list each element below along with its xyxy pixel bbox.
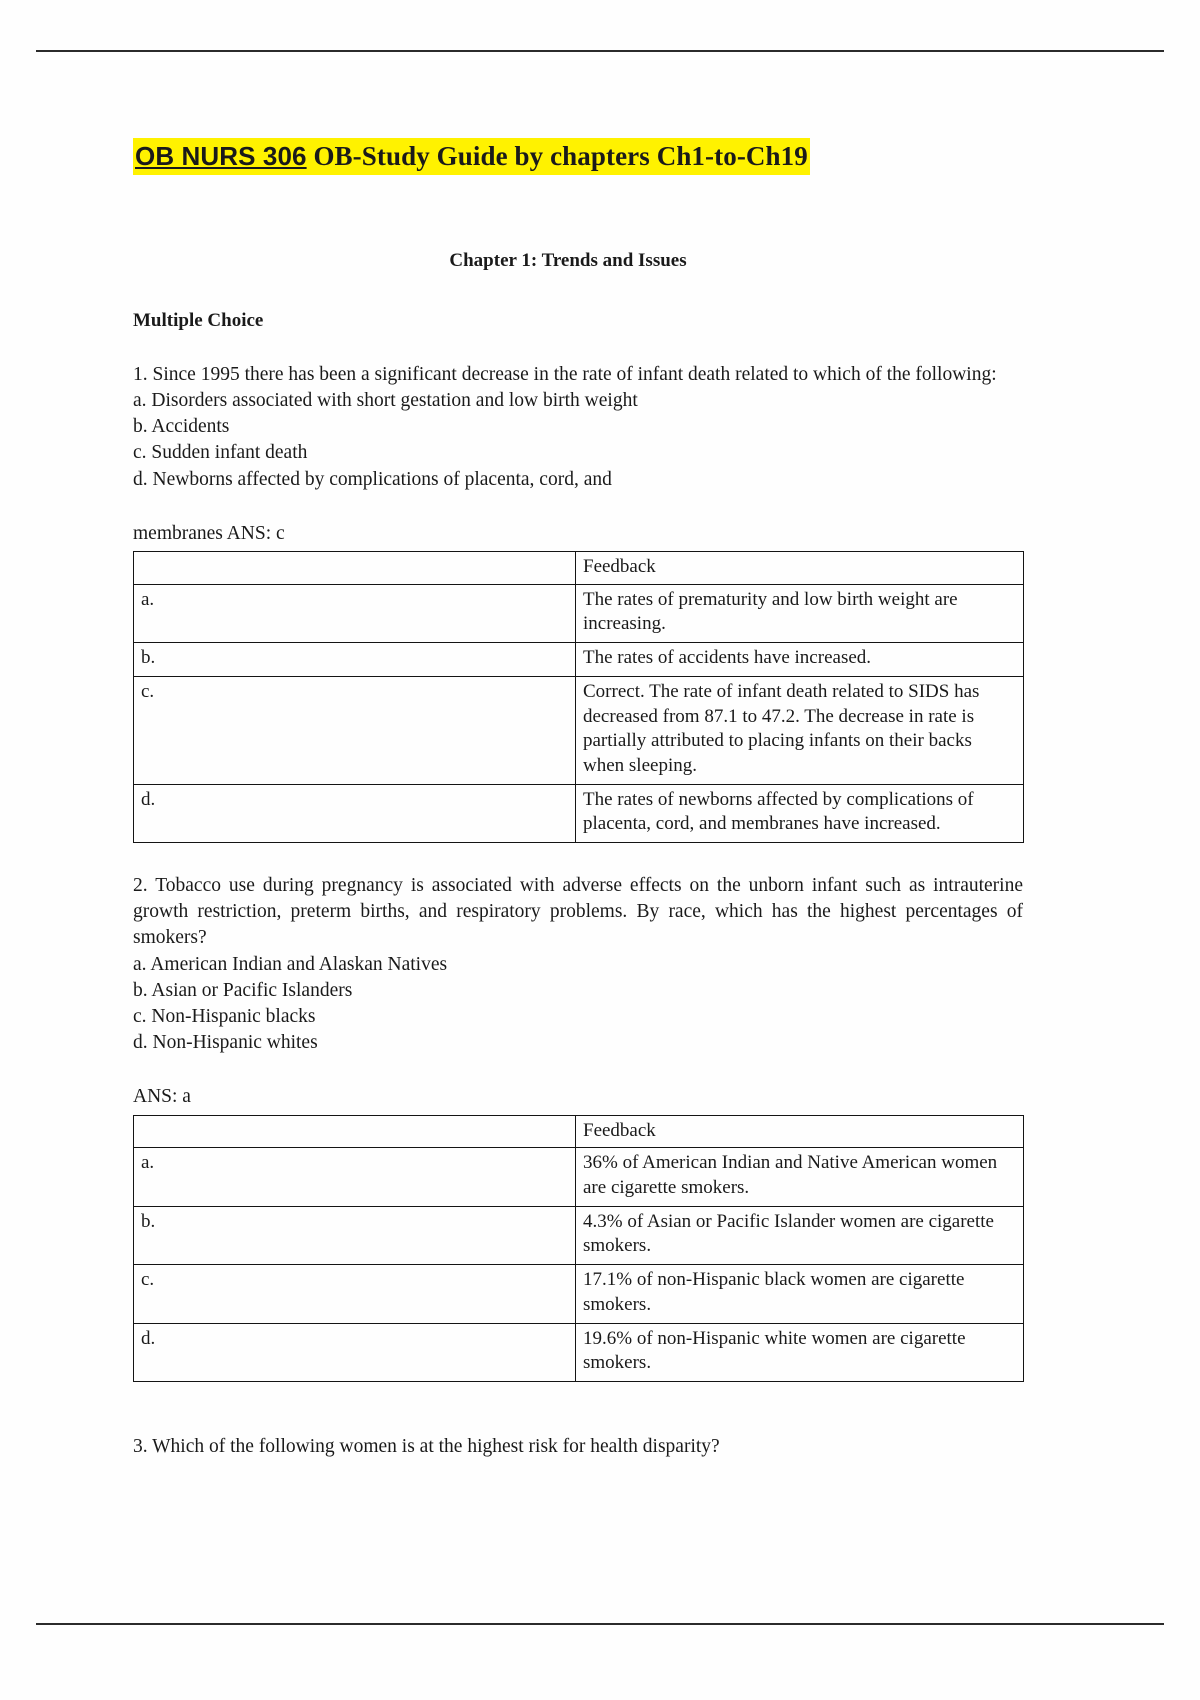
- feedback-row-letter: c.: [134, 1265, 576, 1323]
- feedback-header-right: Feedback: [576, 552, 1024, 585]
- feedback-row-letter: d.: [134, 784, 576, 842]
- table-row: [134, 1265, 1024, 1323]
- page-top-rule: [36, 50, 1164, 52]
- question-block-2: [133, 873, 1023, 1382]
- feedback-row-text: The rates of newborns affected by complications of placenta, cord, and membranes have increased.: [576, 784, 1024, 842]
- feedback-header-left: [134, 552, 576, 585]
- title-subtitle: OB-Study Guide by chapters Ch1-to-Ch19: [306, 141, 808, 171]
- table-row: [134, 1148, 1024, 1206]
- question-stem: 3. Which of the following women is at the highest risk for health disparity?: [133, 1435, 720, 1457]
- table-row: [134, 552, 1024, 585]
- feedback-row-letter: b.: [134, 643, 576, 677]
- question-option-a: a. Disorders associated with short gestation and low birth weight: [133, 389, 638, 411]
- feedback-row-letter: c.: [134, 676, 576, 784]
- document-content: [133, 140, 1023, 1460]
- feedback-row-text: 4.3% of Asian or Pacific Islander women are cigarette smokers.: [576, 1206, 1024, 1264]
- table-row: [134, 584, 1024, 642]
- answer-line: membranes ANS: c: [133, 522, 285, 544]
- question-block-1: [133, 362, 1023, 843]
- feedback-row-text: 19.6% of non-Hispanic white women are cigarette smokers.: [576, 1323, 1024, 1381]
- feedback-row-letter: a.: [134, 584, 576, 642]
- question-option-d: d. Non-Hispanic whites: [133, 1032, 318, 1054]
- question-block-3: [133, 1434, 1023, 1460]
- question-stem: 1. Since 1995 there has been a significant decrease in the rate of infant death related to which of the following:: [133, 363, 997, 385]
- feedback-row-letter: a.: [134, 1148, 576, 1206]
- question-option-b: b. Asian or Pacific Islanders: [133, 979, 353, 1001]
- table-row: [134, 1206, 1024, 1264]
- question-option-b: b. Accidents: [133, 416, 230, 438]
- question-option-d: d. Newborns affected by complications of placenta, cord, and: [133, 468, 612, 490]
- page-bottom-rule: [36, 1623, 1164, 1625]
- page-title: [133, 140, 1023, 174]
- question-option-c: c. Sudden infant death: [133, 442, 308, 464]
- feedback-row-text: The rates of accidents have increased.: [576, 643, 1024, 677]
- feedback-row-letter: d.: [134, 1323, 576, 1381]
- table-row: [134, 676, 1024, 784]
- table-row: [134, 643, 1024, 677]
- question-option-a: a. American Indian and Alaskan Natives: [133, 953, 448, 975]
- table-row: [134, 1323, 1024, 1381]
- answer-line: ANS: a: [133, 1086, 191, 1108]
- chapter-heading: Chapter 1: Trends and Issues: [449, 249, 687, 271]
- question-option-c: c. Non-Hispanic blacks: [133, 1006, 316, 1028]
- title-course-code: OB NURS 306: [135, 141, 307, 171]
- feedback-header-right: Feedback: [576, 1115, 1024, 1148]
- feedback-row-letter: b.: [134, 1206, 576, 1264]
- feedback-row-text: 17.1% of non-Hispanic black women are cigarette smokers.: [576, 1265, 1024, 1323]
- section-heading-multiple-choice: Multiple Choice: [133, 309, 264, 331]
- question-stem: 2. Tobacco use during pregnancy is associated with adverse effects on the unborn infant such as intrauterine growth restriction, preterm births, and respiratory problems. By race, which has the highest percentages of smokers?: [133, 874, 1023, 949]
- feedback-table: [133, 551, 1024, 843]
- feedback-row-text: Correct. The rate of infant death related to SIDS has decreased from 87.1 to 47.2. The decrease in rate is partially attributed to placing infants on their backs when sleeping.: [576, 676, 1024, 784]
- feedback-header-left: [134, 1115, 576, 1148]
- feedback-table: [133, 1115, 1024, 1382]
- table-row: [134, 1115, 1024, 1148]
- feedback-row-text: The rates of prematurity and low birth weight are increasing.: [576, 584, 1024, 642]
- feedback-row-text: 36% of American Indian and Native American women are cigarette smokers.: [576, 1148, 1024, 1206]
- table-row: [134, 784, 1024, 842]
